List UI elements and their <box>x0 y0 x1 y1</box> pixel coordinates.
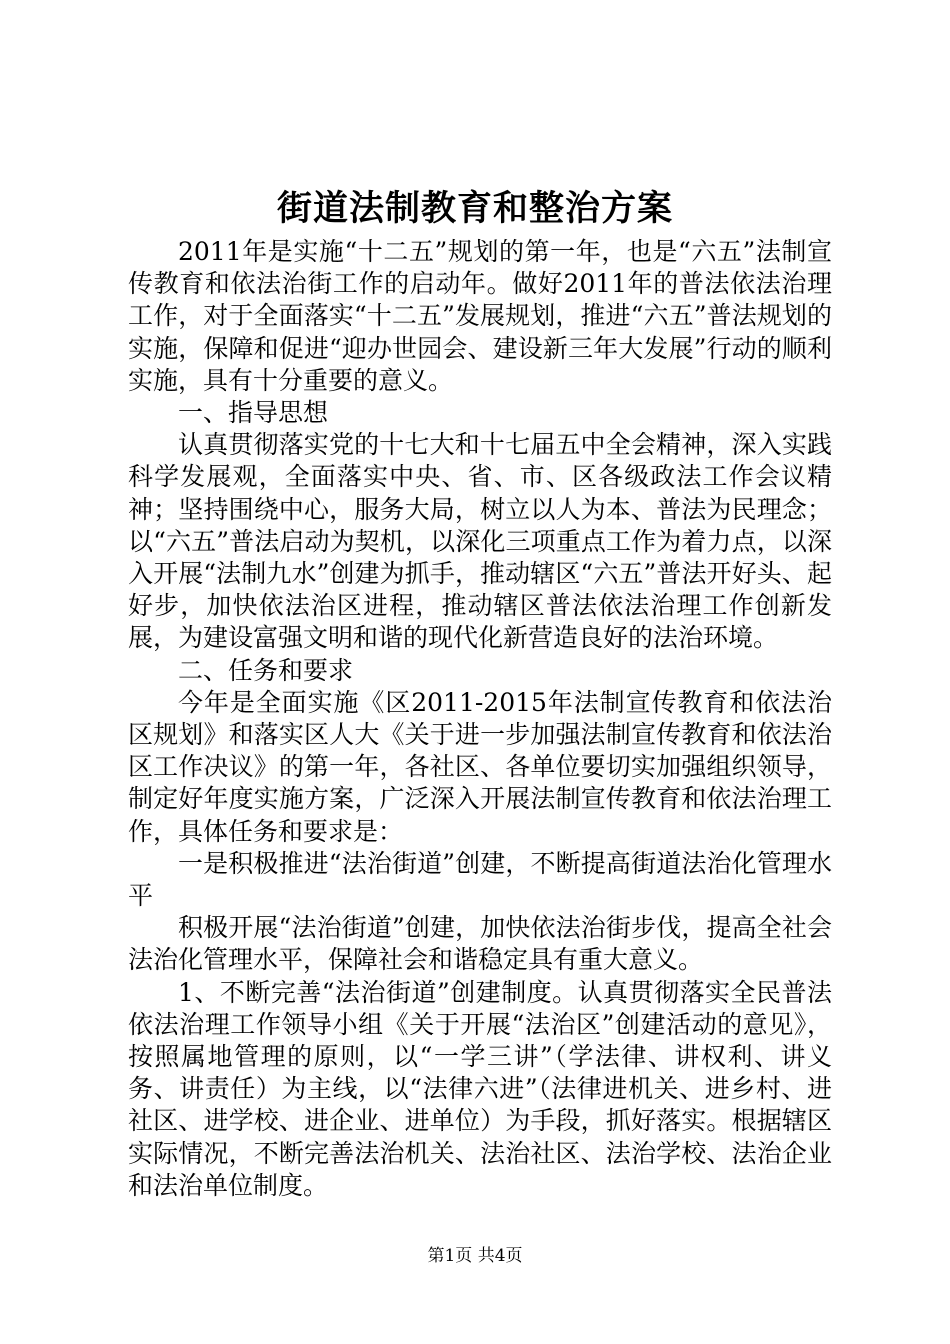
document-body <box>128 236 832 1202</box>
rule-of-law-street-paragraph: 积极开展“法治街道”创建，加快依法治街步伐，提高全社会法治化管理水平，保障社会和谐稳定具有重大意义。 <box>128 913 832 975</box>
section-heading-tasks-requirements: 二、任务和要求 <box>178 655 354 685</box>
section-heading-guiding-ideology: 一、指导思想 <box>178 398 329 428</box>
item-1-paragraph: 1、不断完善“法治街道”创建制度。认真贯彻落实全民普法依法治理工作领导小组《关于开展“法治区”创建活动的意见》，按照属地管理的原则，以“一学三讲”（学法律、讲权利、讲义务、讲责任）为主线，以“法律六进”（法律进机关、进乡村、进社区、进学校、进企业、进单位）为手段，抓好落实。根据辖区实际情况，不断完善法治机关、法治社区、法治学校、法治企业和法治单位制度。 <box>128 977 832 1200</box>
guiding-ideology-paragraph: 认真贯彻落实党的十七大和十七届五中全会精神，深入实践科学发展观，全面落实中央、省、市、区各级政法工作会议精神；坚持围绕中心，服务大局，树立以人为本、普法为民理念；以“六五”普法启动为契机，以深化三项重点工作为着力点，以深入开展“法制九水”创建为抓手，推动辖区“六五”普法开好头、起好步，加快依法治区进程，推动辖区普法依法治理工作创新发展，为建设富强文明和谐的现代化新营造良好的法治环境。 <box>128 430 832 653</box>
subheading-rule-of-law-street: 一是积极推进“法治街道”创建，不断提高街道法治化管理水平 <box>128 848 832 911</box>
tasks-paragraph: 今年是全面实施《区2011-2015年法制宣传教育和依法治区规划》和落实区人大《关于进一步加强法制宣传教育和依法治区工作决议》的第一年，各社区、各单位要切实加强组织领导，制定好年度实施方案，广泛深入开展法制宣传教育和依法治理工作，具体任务和要求是： <box>128 687 832 846</box>
intro-paragraph: 2011年是实施“十二五”规划的第一年，也是“六五”法制宣传教育和依法治街工作的启动年。做好2011年的普法依法治理工作，对于全面落实“十二五”发展规划，推进“六五”普法规划的实施，保障和促进“迎办世园会、建设新三年大发展”行动的顺利实施，具有十分重要的意义。 <box>128 237 832 395</box>
document-title: 街道法制教育和整治方案 <box>276 188 673 229</box>
page-number-footer: 第1页 共4页 <box>427 1246 523 1266</box>
